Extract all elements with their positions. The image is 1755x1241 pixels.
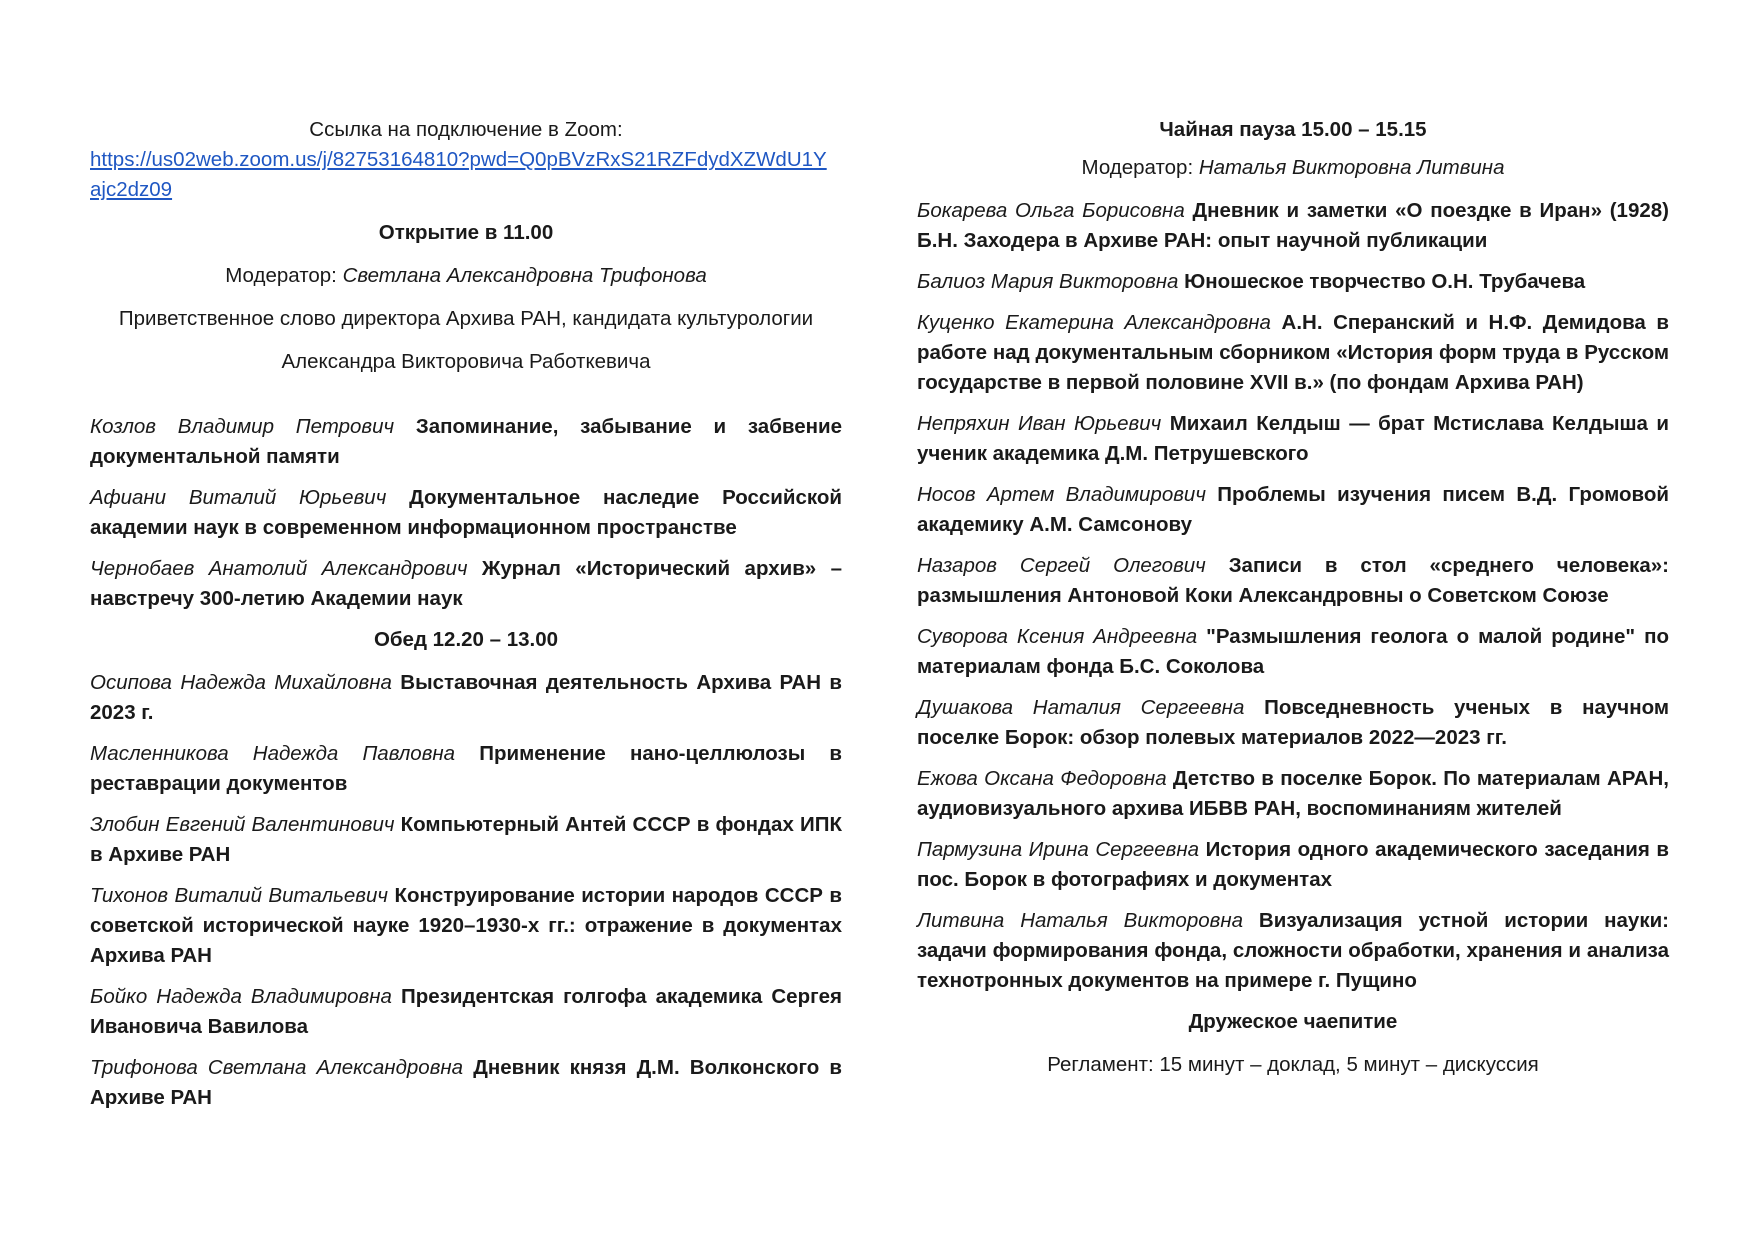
zoom-link-line-1: https://us02web.zoom.us/j/82753164810?pwd=Q0pBVzRxS21RZFdydXZWdU1Y (90, 148, 827, 171)
talk-title: Выставочная деятельность Архива РАН в 2023 г. (90, 671, 842, 724)
talk-item (90, 982, 842, 1042)
talk-item (90, 881, 842, 971)
talk-title: Детство в поселке Борок. По материалам АРАН, аудиовизуального архива ИБВВ РАН, воспоминаниям жителей (917, 767, 1669, 820)
zoom-link-line-2: ajc2dz09 (90, 178, 173, 201)
talk-author: Носов Артем Владимирович (917, 483, 1206, 506)
talk-title: История одного академического заседания в пос. Борок в фотографиях и документах (917, 838, 1669, 891)
talk-item (917, 622, 1669, 682)
talk-author: Куценко Екатерина Александровна (917, 311, 1271, 334)
zoom-link[interactable] (90, 145, 842, 205)
talk-list-afternoon-1 (90, 668, 842, 1113)
talk-item (90, 554, 842, 614)
talk-item (917, 409, 1669, 469)
talk-author: Душакова Наталия Сергеевна (917, 696, 1245, 719)
talk-author: Масленникова Надежда Павловна (90, 742, 456, 765)
talk-author: Бокарева Ольга Борисовна (917, 199, 1185, 222)
lunch-heading: Обед 12.20 – 13.00 (373, 628, 559, 651)
talk-author: Осипова Надежда Михайловна (90, 671, 392, 694)
talk-title: Конструирование истории народов СССР в советской исторической науке 1920–1930-х гг.: отражение в документах Архива РАН (90, 884, 842, 967)
talk-author: Козлов Владимир Петрович (90, 415, 395, 438)
talk-item (917, 480, 1669, 540)
talk-item (917, 906, 1669, 996)
spacer (90, 390, 842, 412)
talk-item (90, 668, 842, 728)
zoom-label: Ссылка на подключение в Zoom: (309, 118, 623, 141)
talk-list-morning (90, 412, 842, 614)
right-column (917, 115, 1669, 1093)
talk-author: Злобин Евгений Валентинович (90, 813, 395, 836)
talk-author: Чернобаев Анатолий Александрович (90, 557, 468, 580)
talk-item (90, 739, 842, 799)
talk-title: Президентская голгофа академика Сергея Ивановича Вавилова (90, 985, 842, 1038)
talk-title: Запоминание, забывание и забвение документальной памяти (90, 415, 842, 468)
talk-title: Документальное наследие Российской академии наук в современном информационном пространстве (90, 486, 843, 539)
talk-title: Дневник князя Д.М. Волконского в Архиве РАН (90, 1056, 843, 1109)
talk-author: Назаров Сергей Олегович (917, 554, 1206, 577)
talk-author: Суворова Ксения Андреевна (917, 625, 1198, 648)
moderator-name: Наталья Викторовна Литвина (1198, 156, 1505, 179)
talk-author: Ежова Оксана Федоровна (917, 767, 1167, 790)
moderator-prefix: Модератор: (1081, 156, 1199, 179)
talk-author: Афиани Виталий Юрьевич (90, 486, 387, 509)
talk-title: Применение нано-целлюлозы в реставрации документов (90, 742, 842, 795)
welcome-line-1: Приветственное слово директора Архива РАН, кандидата культурологии (118, 307, 814, 330)
talk-title: Проблемы изучения писем В.Д. Громовой академику А.М. Самсонову (917, 483, 1669, 536)
talk-item (917, 196, 1669, 256)
talk-author: Непряхин Иван Юрьевич (917, 412, 1162, 435)
moderator-name: Светлана Александровна Трифонова (342, 264, 707, 287)
moderator-prefix: Модератор: (225, 264, 343, 287)
talk-title: Журнал «Исторический архив» – навстречу 300-летию Академии наук (90, 557, 842, 610)
talk-author: Пармузина Ирина Сергеевна (917, 838, 1200, 861)
moderator-line-right (917, 153, 1669, 183)
talk-author: Трифонова Светлана Александровна (90, 1056, 464, 1079)
rules-line: Регламент: 15 минут – доклад, 5 минут – дискуссия (1047, 1053, 1539, 1076)
talk-item (90, 1053, 842, 1113)
talk-item (90, 483, 842, 543)
welcome-line-2: Александра Викторовича Работкевича (281, 350, 651, 373)
talk-title: Повседневность ученых в научном поселке Борок: обзор полевых материалов 2022—2023 гг. (917, 696, 1670, 749)
talk-title: А.Н. Сперанский и Н.Ф. Демидова в работе над документальным сборником «История форм труда в Русском государстве в первой половине XVII в.» (по фондам Архива РАН) (917, 311, 1669, 394)
talk-author: Бойко Надежда Владимировна (90, 985, 392, 1008)
talk-title: Юношеское творчество О.Н. Трубачева (1184, 270, 1586, 293)
closing-heading: Дружеское чаепитие (1188, 1010, 1398, 1033)
talk-title: Михаил Келдыш — брат Мстислава Келдыша и ученик академика Д.М. Петрушевского (917, 412, 1669, 465)
talk-item (917, 764, 1669, 824)
talk-title: Визуализация устной истории науки: задачи формирования фонда, сложности обработки, хранения и анализа технотронных документов на примере г. Пущино (917, 909, 1670, 992)
talk-item (90, 810, 842, 870)
talk-item (90, 412, 842, 472)
talk-item (917, 693, 1669, 753)
talk-title: "Размышления геолога о малой родине" по материалам фонда Б.С. Соколова (917, 625, 1669, 678)
talk-author: Балиоз Мария Викторовна (917, 270, 1179, 293)
talk-item (917, 267, 1669, 297)
talk-title: Дневник и заметки «О поездке в Иран» (1928) Б.Н. Заходера в Архиве РАН: опыт научной публикации (917, 199, 1669, 252)
talk-title: Компьютерный Антей СССР в фондах ИПК в Архиве РАН (90, 813, 842, 866)
opening-heading: Открытие в 11.00 (378, 221, 554, 244)
talk-list-afternoon-2 (917, 196, 1669, 996)
talk-author: Литвина Наталья Викторовна (917, 909, 1244, 932)
talk-author: Тихонов Виталий Витальевич (90, 884, 388, 907)
talk-item (917, 308, 1669, 398)
talk-item (917, 551, 1669, 611)
tea-break-heading: Чайная пауза 15.00 – 15.15 (1159, 118, 1427, 141)
talk-item (917, 835, 1669, 895)
moderator-line-left (90, 261, 842, 291)
talk-title: Записи в стол «среднего человека»: размышления Антоновой Коки Александровны о Советском Союзе (917, 554, 1669, 607)
left-column (90, 115, 842, 1124)
